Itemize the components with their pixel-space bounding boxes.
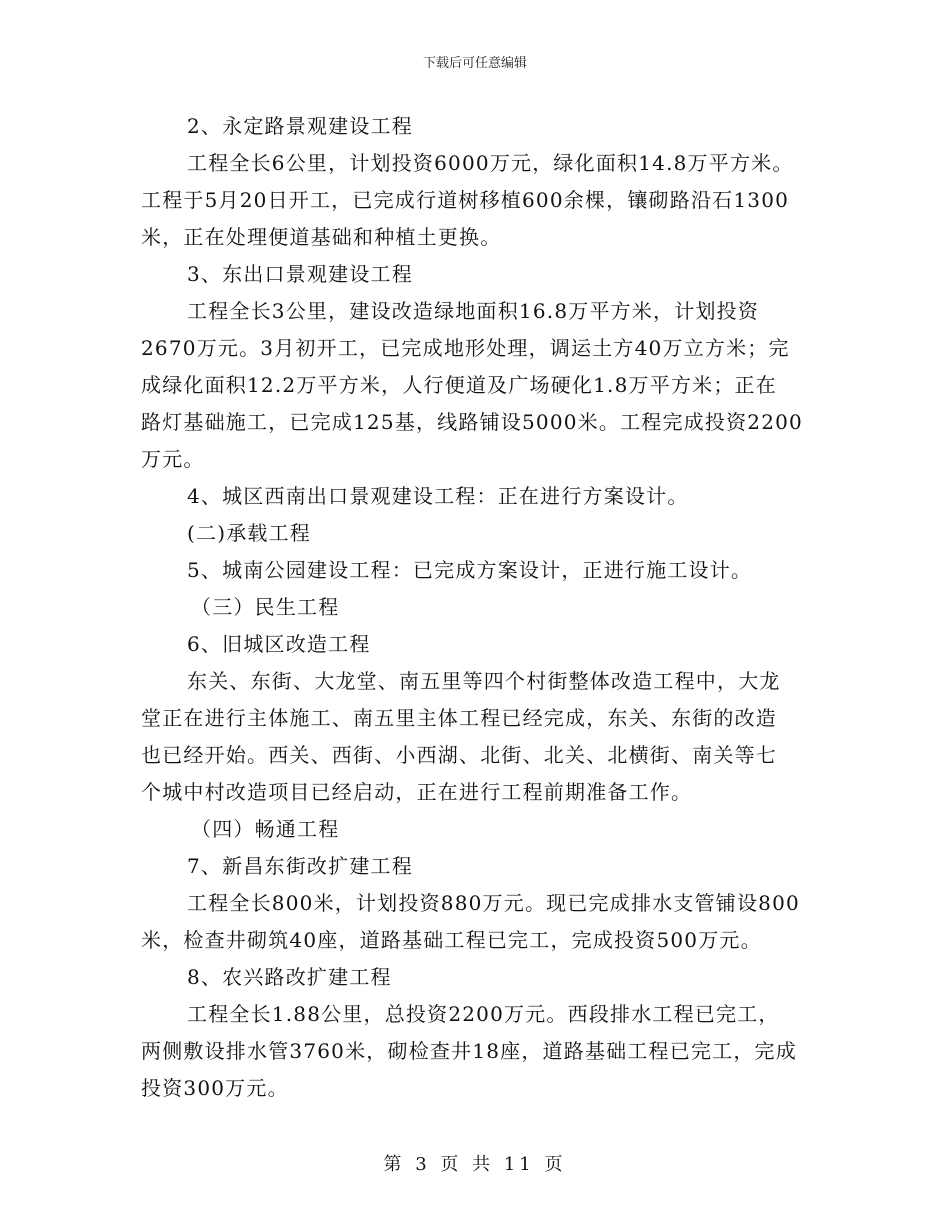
text-line: （三）民生工程 xyxy=(191,595,340,619)
text-line: 东关、东街、大龙堂、南五里等四个村街整体改造工程中，大龙 xyxy=(187,669,781,693)
document-body xyxy=(141,108,809,1107)
text-line: 万元。 xyxy=(141,447,205,471)
text-line: 投资300万元。 xyxy=(141,1076,289,1100)
text-line: （四）畅通工程 xyxy=(191,817,340,841)
text-line: 米，检查井砌筑40座，道路基础工程已完工，完成投资500万元。 xyxy=(141,928,762,952)
text-line: 3、东出口景观建设工程 xyxy=(187,262,413,286)
text-line: 工程全长6公里，计划投资6000万元，绿化面积14.8万平方米。 xyxy=(187,151,794,175)
text-line: 个城中村改造项目已经启动，正在进行工程前期准备工作。 xyxy=(141,780,693,804)
text-line: 7、新昌东街改扩建工程 xyxy=(187,854,413,878)
text-line: 工程于5月20日开工，已完成行道树移植600余棵，镶砌路沿石1300 xyxy=(141,188,790,212)
text-line: 6、旧城区改造工程 xyxy=(187,632,371,656)
text-line: 2670万元。3月初开工，已完成地形处理，调运土方40万立方米；完 xyxy=(141,336,790,360)
text-line: 工程全长800米，计划投资880万元。现已完成排水支管铺设800 xyxy=(187,891,800,915)
text-line: 米，正在处理便道基础和种植土更换。 xyxy=(141,225,502,249)
text-line: 两侧敷设排水管3760米，砌检查井18座，道路基础工程已完工，完成 xyxy=(141,1039,797,1063)
text-line: 也已经开始。西关、西街、小西湖、北街、北关、北横街、南关等七 xyxy=(141,743,777,767)
text-line: 4、城区西南出口景观建设工程：正在进行方案设计。 xyxy=(187,484,689,508)
text-line: 成绿化面积12.2万平方米，人行便道及广场硬化1.8万平方米；正在 xyxy=(141,373,777,397)
text-line: 2、永定路景观建设工程 xyxy=(187,114,413,138)
text-line: 8、农兴路改扩建工程 xyxy=(187,965,392,989)
page-footer: 第 3 页 共 11 页 xyxy=(383,1154,567,1175)
text-line: 堂正在进行主体施工、南五里主体工程已经完成，东关、东街的改造 xyxy=(141,706,777,730)
page-header: 下载后可任意编辑 xyxy=(422,56,527,71)
text-line: 工程全长1.88公里，总投资2200万元。西段排水工程已完工， xyxy=(187,1002,780,1026)
text-line: 工程全长3公里，建设改造绿地面积16.8万平方米，计划投资 xyxy=(187,299,760,323)
text-line: 路灯基础施工，已完成125基，线路铺设5000米。工程完成投资2200 xyxy=(141,410,803,434)
text-line: 5、城南公园建设工程：已完成方案设计，正进行施工设计。 xyxy=(187,558,753,582)
text-line: (二)承载工程 xyxy=(187,521,312,545)
